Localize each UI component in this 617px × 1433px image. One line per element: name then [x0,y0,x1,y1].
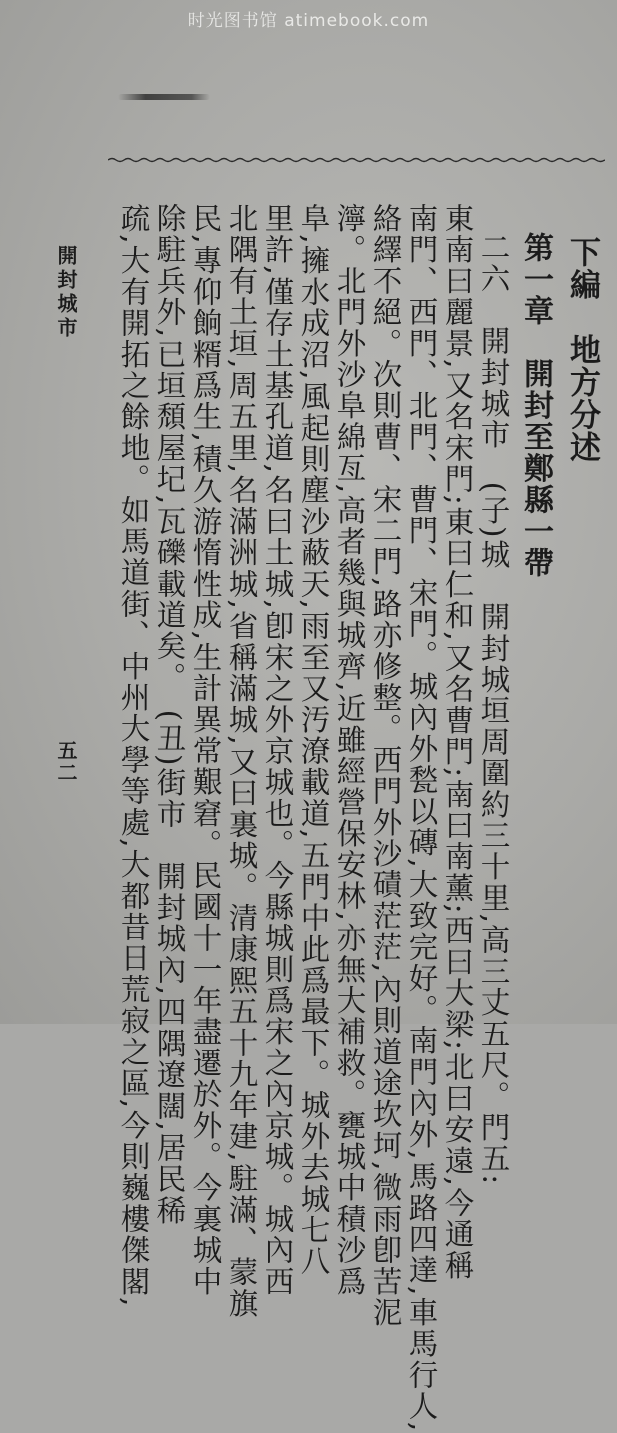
page-number: 五二 [54,740,78,784]
text-column-11: 疏,大有開拓之餘地。如馬道街、中州大學等處,大都昔日荒寂之區,今則巍樓傑閣, [116,203,151,1309]
ink-smudge [118,94,210,100]
part-title: 下編 地方分述 [564,236,600,464]
text-column-4: 絡繹不絕。次則曹、宋二門,路亦修整。西門外沙磧茫茫,內則道途坎坷,微雨卽苦泥 [368,203,403,1329]
text-column-6: 阜,擁水成沼,風起則塵沙蔽天,雨至又汚潦載道,五門中此爲最下。城外去城七八 [296,203,331,1277]
watermark: 时光图书馆 atimebook.com [187,11,430,31]
running-head: 開封城市 [54,245,78,341]
wavy-rule [108,157,605,163]
text-column-10: 除駐兵外,已垣頹屋圮,瓦礫載道矣。 (丑)街市 開封城內,四隅遼闊,居民稀 [152,203,187,1227]
text-column-1: 二六 開封城市 (子)城 開封城垣周圍約三十里,高三丈五尺。門五: [476,232,511,1186]
text-column-2: 東南曰麗景,又名宋門;東曰仁和,又名曹門;南曰南薰;西曰大梁;北曰安遠,今通稱 [440,203,475,1282]
text-column-8: 北隅有土垣,周五里,名滿洲城,省稱滿城,又曰裏城。清康熙五十九年建,駐滿、蒙旗 [224,203,259,1320]
text-column-5: 濘。北門外沙阜綿亙,高者幾與城齊,近雖經營保安林,亦無大補救。甕城中積沙爲 [332,203,367,1298]
text-column-7: 里許,僅存土基孔道,名曰土城,卽宋之外京城也。今縣城則爲宋之內京城。城內西 [260,203,295,1298]
text-column-9: 民,專仰餉糈爲生,積久游惰性成,生計異常艱窘。民國十一年盡遷於外。今裏城中 [188,203,223,1298]
chapter-title: 第一章 開封至鄭縣一帶 [518,232,553,579]
text-column-3: 南門、西門、北門、曹門、宋門。城內外甃以磚,大致完好。南門內外,馬路四達,車馬行人, [404,203,439,1433]
